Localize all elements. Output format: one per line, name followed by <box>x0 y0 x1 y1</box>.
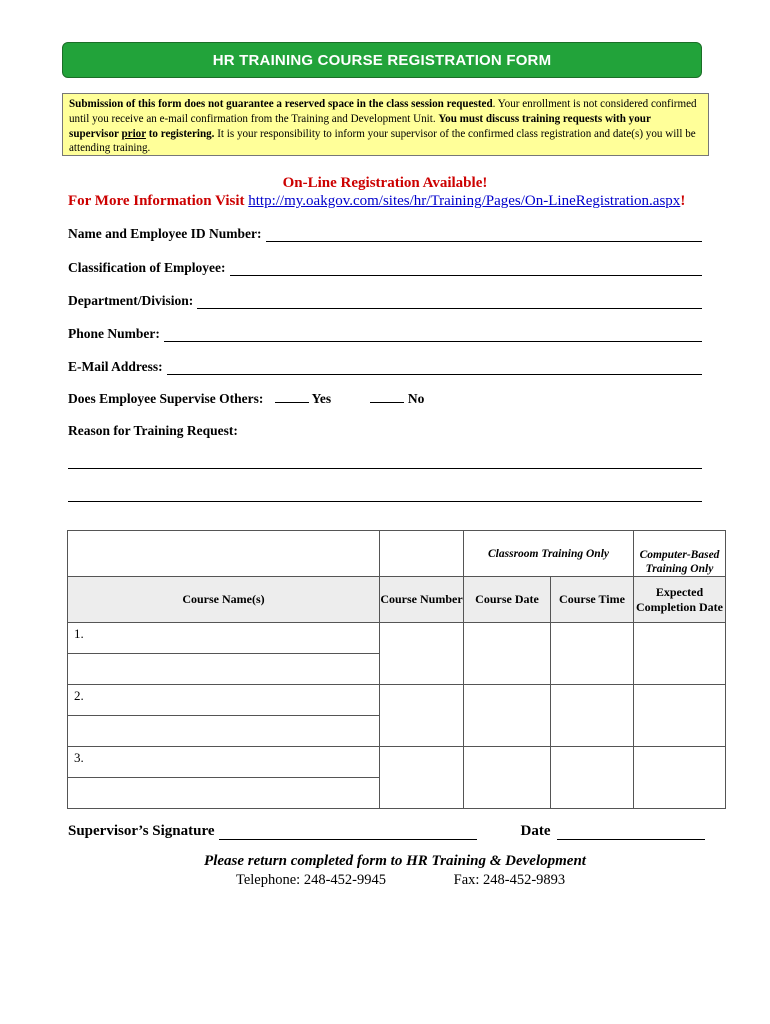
col-course-number: Course Number <box>380 577 464 623</box>
phone-label: Phone Number: <box>68 326 160 341</box>
department-label: Department/Division: <box>68 293 194 308</box>
row-3-course-time-cell[interactable] <box>551 747 634 809</box>
row-1-course-time-cell[interactable] <box>551 623 634 685</box>
supervise-yes-blank[interactable] <box>275 390 309 403</box>
notice-box <box>62 93 709 156</box>
supervise-no-label: No <box>407 391 425 406</box>
classification-field-row <box>68 256 702 276</box>
table-header-empty <box>68 531 380 577</box>
form-title-bar <box>62 42 702 78</box>
row-1-course-number-cell[interactable] <box>380 623 464 685</box>
registration-link[interactable]: http://my.oakgov.com/sites/hr/Training/Pages/On-LineRegistration.aspx <box>248 193 681 209</box>
contact-row <box>236 872 565 889</box>
notice-prior: prior <box>121 127 146 140</box>
row-1-course-name-cell[interactable] <box>68 654 380 685</box>
classification-input-line[interactable] <box>230 261 703 276</box>
supervise-yes-label: Yes <box>311 391 332 406</box>
signature-row <box>68 823 705 840</box>
row-2-course-date-cell[interactable] <box>464 685 551 747</box>
notice-bold-2: You must discuss training requests with your supervisor <box>69 112 651 140</box>
row-3-expected-cell[interactable] <box>634 747 726 809</box>
row-3-course-name-cell[interactable] <box>68 778 380 809</box>
telephone: Telephone: 248-452-9945 <box>236 872 386 888</box>
col-course-time: Course Time <box>551 577 634 623</box>
classroom-training-header: Classroom Training Only <box>464 531 634 577</box>
row-3-course-number-cell[interactable] <box>380 747 464 809</box>
form-title: HR TRAINING COURSE REGISTRATION FORM <box>212 51 552 69</box>
notice-text-2: It is your responsibility to inform your supervisor of the confirmed class registration and date(s) you will be attending training. <box>69 127 696 155</box>
online-suffix: ! <box>680 193 686 209</box>
row-2-course-number-cell[interactable] <box>380 685 464 747</box>
supervise-row <box>68 390 424 407</box>
online-registration-line <box>68 193 685 210</box>
email-label: E-Mail Address: <box>68 359 163 374</box>
online-prefix: For More Information Visit <box>68 193 249 209</box>
phone-field-row <box>68 322 702 342</box>
supervise-no-blank[interactable] <box>370 390 404 403</box>
name-field-row <box>68 222 702 242</box>
return-instructions: Please return completed form to HR Training & Development <box>204 853 586 869</box>
signature-label: Supervisor’s Signature <box>68 823 215 839</box>
table-row <box>68 685 726 716</box>
row-2-expected-cell[interactable] <box>634 685 726 747</box>
table-row <box>68 623 726 654</box>
computer-training-header: Computer-Based Training Only <box>634 531 726 577</box>
notice-bold-1: Submission of this form does not guarantee a reserved space in the class session requested <box>69 98 493 110</box>
reason-label: Reason for Training Request: <box>68 423 238 438</box>
course-table <box>67 530 726 809</box>
table-row <box>68 747 726 778</box>
row-3-course-date-cell[interactable] <box>464 747 551 809</box>
date-input-line[interactable] <box>557 824 705 840</box>
row-2-course-name-cell[interactable] <box>68 716 380 747</box>
col-course-date: Course Date <box>464 577 551 623</box>
fax: Fax: 248-452-9893 <box>453 872 566 888</box>
department-input-line[interactable] <box>197 294 702 309</box>
reason-line-2[interactable] <box>68 501 702 502</box>
table-header-empty <box>380 531 464 577</box>
date-label: Date <box>520 823 551 839</box>
department-field-row <box>68 289 702 309</box>
online-registration-title: On-Line Registration Available! <box>282 175 488 191</box>
row-2-number[interactable]: 2. <box>68 685 380 716</box>
col-expected-completion: Expected Completion Date <box>634 577 726 623</box>
signature-input-line[interactable] <box>219 824 477 840</box>
name-label: Name and Employee ID Number: <box>68 226 262 241</box>
email-field-row <box>68 355 702 375</box>
classification-label: Classification of Employee: <box>68 260 226 275</box>
notice-text-1: . Your enrollment is not considered confirmed until you receive an e-mail confirmation from the Training and Development Unit. <box>69 98 697 125</box>
row-2-course-time-cell[interactable] <box>551 685 634 747</box>
email-input-line[interactable] <box>167 360 702 375</box>
row-3-number[interactable]: 3. <box>68 747 380 778</box>
notice-bold-3: to registering. <box>145 127 215 140</box>
row-1-number[interactable]: 1. <box>68 623 380 654</box>
phone-input-line[interactable] <box>164 327 702 342</box>
row-1-course-date-cell[interactable] <box>464 623 551 685</box>
supervise-label: Does Employee Supervise Others: <box>68 391 264 406</box>
col-course-name: Course Name(s) <box>68 577 380 623</box>
row-1-expected-cell[interactable] <box>634 623 726 685</box>
name-input-line[interactable] <box>266 227 703 242</box>
reason-line-1[interactable] <box>68 468 702 469</box>
